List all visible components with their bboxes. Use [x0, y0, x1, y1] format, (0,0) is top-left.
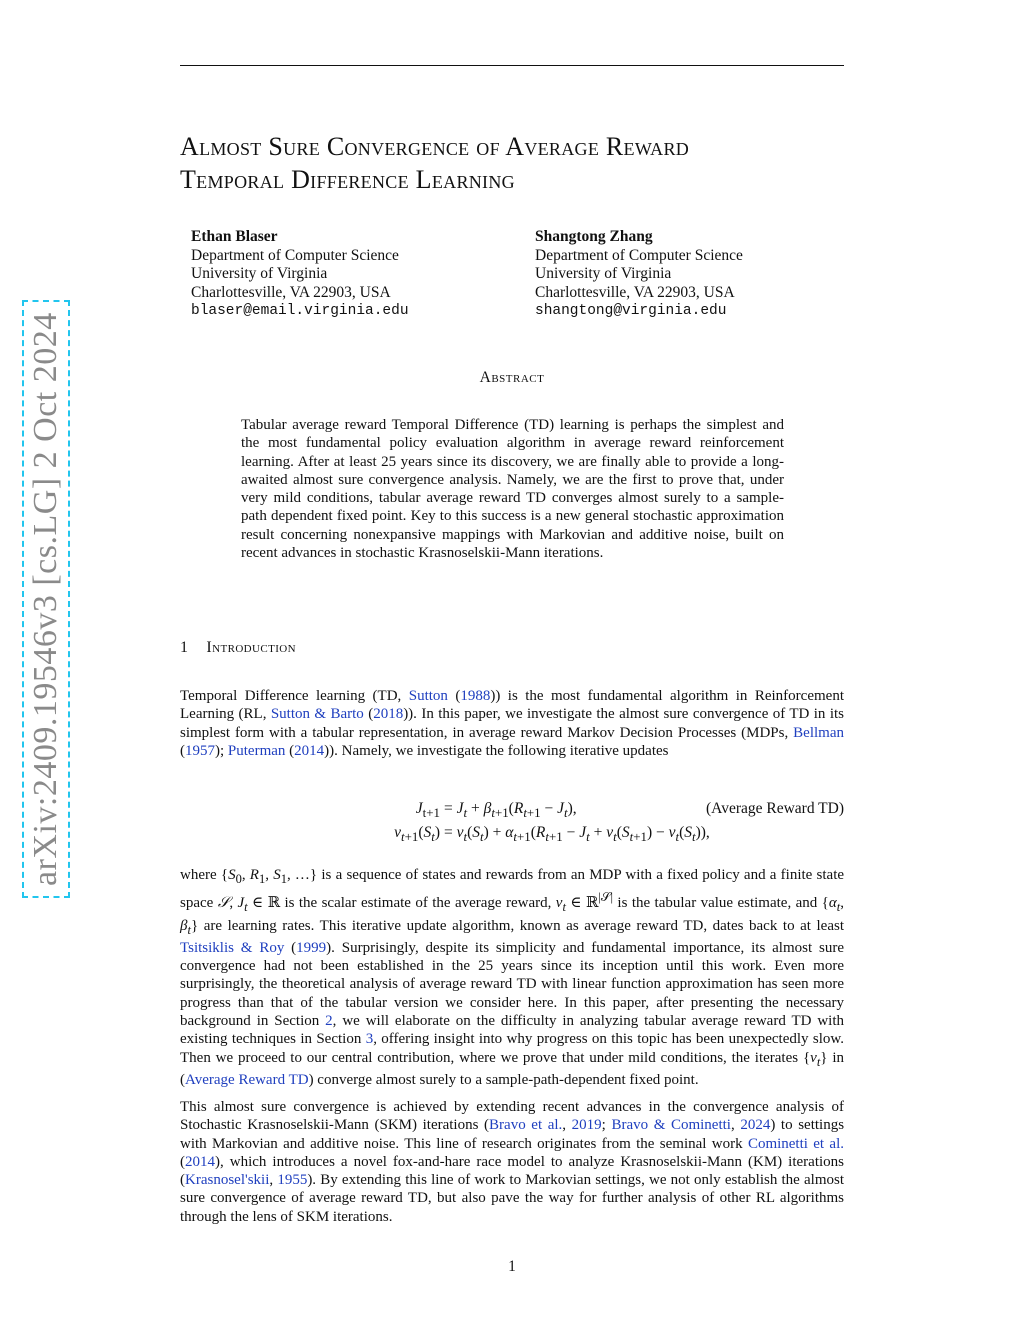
author-name: Ethan Blaser: [191, 228, 278, 245]
abstract-heading: Abstract: [479, 369, 545, 386]
section-ref-link[interactable]: 3: [365, 1031, 374, 1048]
citation-link[interactable]: Bravo & Cominetti: [611, 1117, 731, 1134]
paper-title: [180, 130, 860, 196]
section-heading: [180, 639, 296, 657]
author-address: Charlottesville, VA 22903, USA: [535, 283, 735, 301]
intro-paragraph-1: Temporal Difference learning (TD, Sutton (1988)) is the most fundamental algorithm in Reinforcement Learning (RL, Sutton & Barto (2018)). In this paper, we investigate the almost sure convergence of TD in its simplest form with a tabular representation, in average reward Markov Decision Processes (MDPs, Bellman (1957); Puterman (2014)). Namely, we investigate the following iterative updates: [180, 688, 844, 759]
author-univ: University of Virginia: [535, 265, 672, 282]
citation-year-link[interactable]: 2018: [373, 706, 404, 723]
abstract-text: Tabular average reward Temporal Difference (TD) learning is perhaps the simplest and the most fundamental policy evaluation algorithm in average reward reinforcement learning. After at least 25 years since its discovery, we are finally able to provide a long-awaited almost sure convergence analysis. Namely, we are the first to prove that, under very mild conditions, tabular average reward TD converges almost surely to a sample-path dependent fixed point. Key to this success is a new general stochastic approximation result concerning nonexpansive mappings with Markovian and additive noise, built on recent advances in stochastic Krasnoselskii-Mann iterations.: [241, 417, 784, 562]
author-email[interactable]: blaser@email.virginia.edu: [191, 303, 409, 319]
equation-rhs: = $J_t + \beta_{t+1}(R_{t+1} - J_t)$,: [444, 800, 577, 821]
citation-year-link[interactable]: 1957: [185, 742, 215, 759]
top-rule: [180, 65, 844, 66]
citation-year-link[interactable]: 2019: [571, 1117, 602, 1134]
title-line-2: Temporal Difference Learning: [180, 165, 515, 194]
citation-link[interactable]: Cominetti et al.: [747, 1135, 844, 1152]
title-line-1: Almost Sure Convergence of Average Reward: [180, 132, 690, 161]
citation-link[interactable]: Tsitsiklis & Roy: [180, 939, 285, 956]
citation-link[interactable]: Sutton: [408, 688, 448, 704]
equation-lhs: $v_{t+1}(S_t)$: [394, 824, 440, 845]
arxiv-stamp: arXiv:2409.19546v3 [cs.LG] 2 Oct 2024: [22, 300, 70, 898]
equation-tag: (Average Reward TD): [705, 800, 844, 817]
citation-year-link[interactable]: 1999: [296, 939, 327, 956]
citation-link[interactable]: Puterman: [227, 742, 286, 759]
author-name: Shangtong Zhang: [535, 228, 653, 245]
author-dept: Department of Computer Science: [535, 246, 743, 264]
author-email[interactable]: shangtong@virginia.edu: [535, 303, 727, 319]
section-number: 1: [180, 639, 189, 656]
author-address: Charlottesville, VA 22903, USA: [191, 283, 391, 301]
citation-year-link[interactable]: 2024: [740, 1117, 771, 1134]
section-ref-link[interactable]: 2: [325, 1013, 333, 1030]
citation-year-link[interactable]: 2014: [294, 742, 325, 759]
citation-link[interactable]: Sutton & Barto: [270, 706, 364, 723]
citation-year-link[interactable]: 1988: [460, 688, 491, 704]
citation-link[interactable]: Bravo et al.: [489, 1117, 563, 1134]
citation-link[interactable]: Bellman: [793, 724, 844, 741]
author-dept: Department of Computer Science: [191, 246, 399, 264]
citation-year-link[interactable]: 2014: [185, 1153, 215, 1170]
page-number: 1: [508, 1258, 516, 1275]
author-block-2: [535, 228, 743, 321]
equation-rhs: = $v_t(S_t) + \alpha_{t+1}(R_{t+1} - J_t + v_t(S_{t+1}) - v_t(S_t))$,: [444, 824, 710, 845]
equation-lhs: $J_{t+1}$: [415, 800, 440, 821]
section-title: Introduction: [206, 639, 296, 656]
author-univ: University of Virginia: [191, 265, 328, 282]
citation-link[interactable]: Krasnosel'skii: [185, 1172, 270, 1189]
citation-year-link[interactable]: 1955: [277, 1172, 308, 1189]
intro-paragraph-3: This almost sure convergence is achieved by extending recent advances in the convergence analysis of Stochastic Krasnoselskii-Mann (SKM) iterations (Bravo et al., 2019; Bravo & Cominetti, 2024) to settings with Markovian and additive noise. This line of research originates from the seminal work Cominetti et al. (2014), which introduces a novel fox-and-hare race model to analyze Krasnoselskii-Mann (KM) iterations (Krasnosel'skii, 1955). By extending this line of work to Markovian settings, we not only establish the almost sure convergence of average reward TD, but also pave the way for further analysis of other RL algorithms through the lens of SKM iterations.: [180, 1099, 845, 1225]
intro-paragraph-2: where {$S_0$, $R_1$, $S_1$, …} is a sequence of states and rewards from an MDP with a fixed policy and a finite state space 𝒮, $J_t$ ∈ ℝ is the scalar estimate of the average reward, $v_t$ ∈ ℝ$^{|𝒮|}$ is the tabular value estimate, and {$\alpha_t$, $\beta_t$} are learning rates. This iterative update algorithm, known as average reward TD, dates back to at least Tsitsiklis & Roy (1999). Surprisingly, despite its simplicity and fundamental importance, its almost sure convergence had not been established in the 25 years since its inception until this work. Even more surprisingly, the theoretical analysis of average reward TD with linear function approximation has seen more progress than that of the tabular version we consider here. In this paper, after presenting the necessary background in Section 2, we will elaborate on the difficulty in analyzing tabular average reward TD with existing techniques in Section 3, offering insight into why progress on this topic has been unexpectedly slow. Then we proceed to our central contribution, where we prove that under mild conditions, the iterates $\{v_t\}$ in (Average Reward TD) converge almost surely to a sample-path-dependent fixed point.: [180, 867, 845, 1088]
author-block-1: [191, 228, 409, 321]
equation-ref-link[interactable]: Average Reward TD: [185, 1071, 309, 1088]
